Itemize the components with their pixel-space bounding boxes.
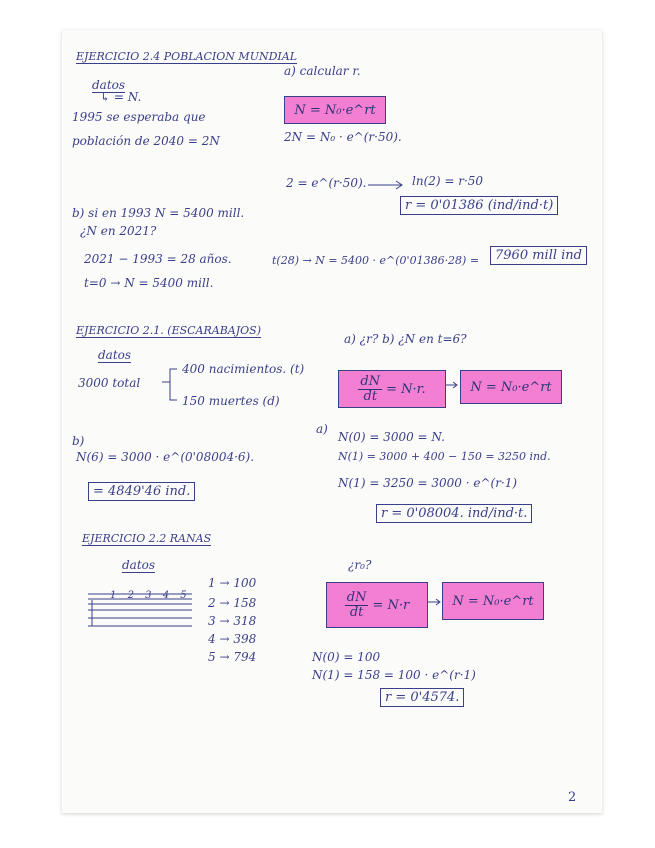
ex21-frac-den: dt [363, 388, 378, 404]
ex24-b-line4: t=0 → N = 5400 mill. [84, 276, 214, 290]
ex22-table-head [110, 590, 187, 601]
ex21-diff-eq-box [338, 370, 446, 408]
ex22-row-3: 3 → 318 [208, 614, 257, 628]
ex22-col-3: 3 [145, 590, 152, 601]
ex22-row-4: 4 → 398 [208, 632, 257, 646]
notebook-page [62, 30, 602, 813]
ex24-title: EJERCICIO 2.4 POBLACION MUNDIAL [76, 50, 298, 63]
ex22-frac-den: dt [349, 604, 364, 620]
bracket-ex21 [162, 369, 177, 400]
ex22-frac [345, 591, 369, 619]
ex21-deaths: 150 muertes (d) [182, 394, 280, 408]
ex24-line1: 1995 se esperaba que [72, 110, 206, 124]
arrow-sol-22 [428, 599, 440, 605]
ex24-sub1: 2N = N₀ · e^(r·50). [284, 130, 402, 144]
ex21-births: 400 nacimientos. (t) [182, 362, 305, 376]
ex22-question: ¿r₀? [348, 558, 372, 572]
ex22-col-5: 5 [180, 590, 187, 601]
ex22-result: r = 0'4574. [380, 688, 464, 707]
ex21-question: a) ¿r? b) ¿N en t=6? [344, 332, 467, 346]
ex21-a-result: r = 0'08004. ind/ind·t. [376, 504, 532, 523]
ex22-diff-rhs: = N·r [372, 597, 410, 613]
ex24-b-result: 7960 mill ind [490, 246, 587, 265]
ex22-title: EJERCICIO 2.2 RANAS [82, 532, 212, 545]
ex24-b-calc: t(28) → N = 5400 · e^(0'01386·28) = [272, 254, 480, 267]
ex24-a-label: a) calcular r. [284, 64, 361, 78]
ex21-diff-rhs: = N·r. [386, 381, 426, 397]
ex22-n1: N(1) = 158 = 100 · e^(r·1) [312, 668, 476, 682]
arrow-ln [368, 181, 402, 189]
ex22-sol-box: N = N₀·e^rt [442, 582, 544, 620]
ex22-row-1: 1 → 100 [208, 576, 257, 590]
ex21-total: 3000 total [78, 376, 141, 390]
ex21-b-result: = 4849'46 ind. [88, 482, 195, 501]
ex24-b-line3: 2021 − 1993 = 28 años. [84, 252, 232, 266]
ex21-frac-num: dN [360, 373, 381, 389]
ex21-b-eq: N(6) = 3000 · e^(0'08004·6). [76, 450, 255, 464]
ex22-frac-num: dN [346, 589, 367, 605]
ex21-frac [358, 375, 382, 403]
arrow-sol-21 [445, 382, 457, 388]
ex21-title: EJERCICIO 2.1. (ESCARABAJOS) [76, 324, 262, 337]
ex24-datos: datos [92, 78, 126, 92]
ex21-sol-box: N = N₀·e^rt [460, 370, 562, 404]
ex22-n0: N(0) = 100 [312, 650, 381, 664]
ex24-arrow-n: ↳ = N. [100, 90, 142, 104]
ex22-diff-eq-box [326, 582, 428, 628]
ex21-a-line1: N(0) = 3000 = N. [338, 430, 445, 444]
ex22-row-2: 2 → 158 [208, 596, 257, 610]
ex22-col-4: 4 [162, 590, 170, 601]
ex24-line2: población de 2040 = 2N [72, 134, 220, 148]
ex21-datos: datos [98, 348, 132, 362]
ex24-formula-box: N = N₀·e^rt [284, 96, 386, 124]
ex24-sub2: 2 = e^(r·50). [286, 176, 367, 190]
ex24-b-line2: ¿N en 2021? [80, 224, 157, 238]
ex22-col-2: 2 [127, 590, 134, 601]
ex21-a-line3: N(1) = 3250 = 3000 · e^(r·1) [338, 476, 518, 490]
ex22-datos: datos [122, 558, 156, 572]
ex21-a-line2: N(1) = 3000 + 400 − 150 = 3250 ind. [338, 450, 551, 463]
ex21-a-label: a) [316, 422, 328, 436]
page-number: 2 [568, 790, 577, 805]
ex24-ln: ln(2) = r·50 [412, 174, 484, 188]
ex21-b-label: b) [72, 434, 85, 448]
ex24-b-line1: b) si en 1993 N = 5400 mill. [72, 206, 245, 220]
ex24-r-result: r = 0'01386 (ind/ind·t) [400, 196, 558, 215]
ex22-row-5: 5 → 794 [208, 650, 257, 664]
ex22-col-1: 1 [110, 590, 117, 601]
